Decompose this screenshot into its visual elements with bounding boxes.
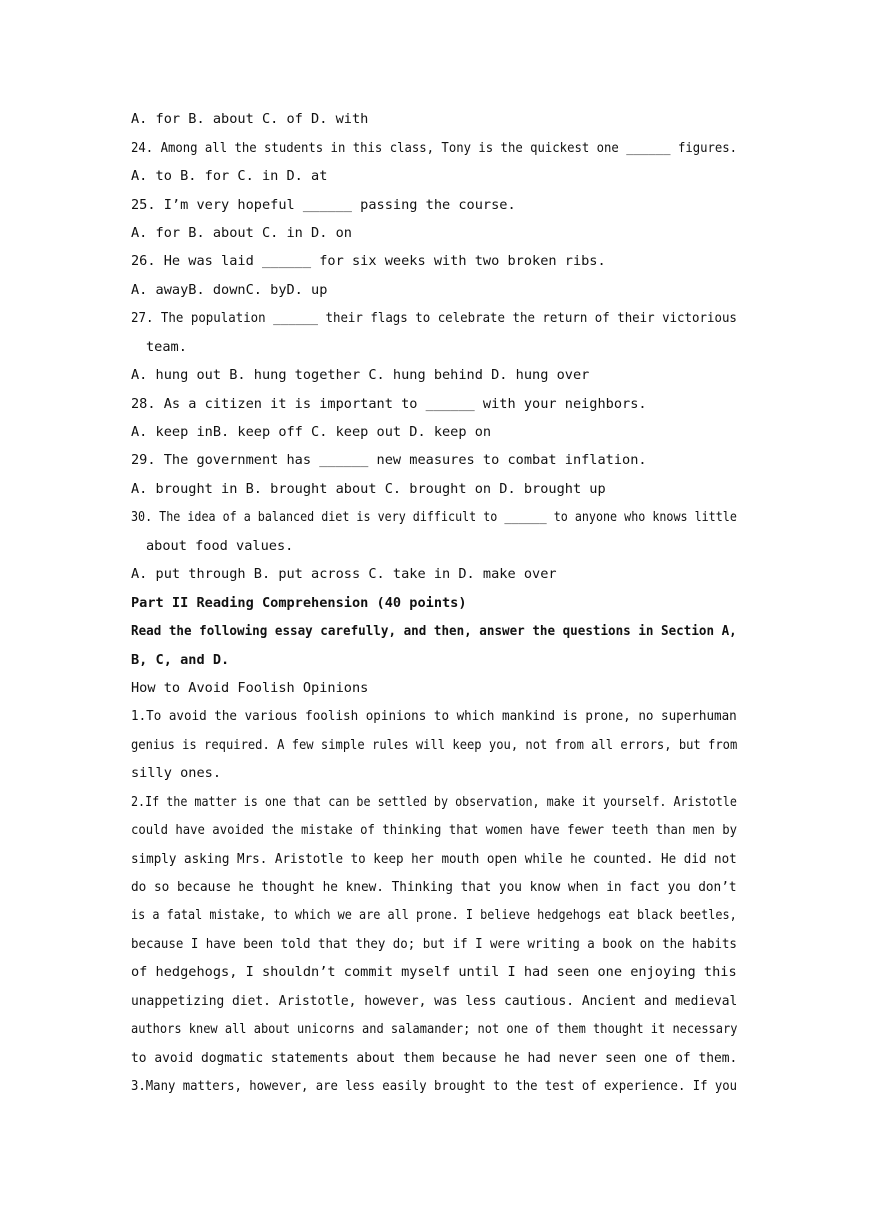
option-line-26: A. awayB. downC. byD. up — [131, 282, 328, 298]
paragraph-2-line: do so because he thought he knew. Thinking that you know when in fact you don’t — [131, 879, 737, 895]
paragraph-1-line: silly ones. — [131, 765, 222, 781]
instructions-continued: B, C, and D. — [131, 652, 230, 668]
option-line-23: A. for B. about C. of D. with — [131, 111, 369, 127]
option-line-30: A. put through B. put across C. take in D. make over — [131, 566, 557, 582]
question-29: 29. The government has ______ new measures to combat inflation. — [131, 452, 647, 468]
question-30-continued: about food values. — [146, 538, 294, 554]
paragraph-3-line: 3.Many matters, however, are less easily brought to the test of experience. If you — [131, 1078, 738, 1094]
paragraph-2-line: unappetizing diet. Aristotle, however, was less cautious. Ancient and medieval — [131, 993, 738, 1009]
option-line-25: A. for B. about C. in D. on — [131, 225, 352, 241]
option-line-27: A. hung out B. hung together C. hung behind D. hung over — [131, 367, 590, 383]
paragraph-2-line: of hedgehogs, I shouldn’t commit myself until I had seen one enjoying this — [131, 964, 737, 980]
section-heading: Part II Reading Comprehension (40 points) — [131, 595, 467, 611]
question-25: 25. I’m very hopeful ______ passing the course. — [131, 197, 516, 213]
question-24: 24. Among all the students in this class, Tony is the quickest one ______ figures. — [131, 140, 738, 156]
paragraph-2-line: authors knew all about unicorns and salamander; not one of them thought it necessary — [131, 1021, 738, 1037]
paragraph-2-line: is a fatal mistake, to which we are all prone. I believe hedgehogs eat black beetles, — [131, 907, 737, 923]
paragraph-2-line: because I have been told that they do; but if I were writing a book on the habits — [131, 936, 737, 952]
paragraph-2-line: simply asking Mrs. Aristotle to keep her mouth open while he counted. He did not — [131, 851, 737, 867]
option-line-24: A. to B. for C. in D. at — [131, 168, 328, 184]
question-27: 27. The population ______ their flags to celebrate the return of their victorious — [131, 310, 737, 326]
option-line-29: A. brought in B. brought about C. brought on D. brought up — [131, 481, 606, 497]
essay-title: How to Avoid Foolish Opinions — [131, 680, 369, 696]
paragraph-2-line: could have avoided the mistake of thinking that women have fewer teeth than men by — [131, 822, 738, 838]
question-30: 30. The idea of a balanced diet is very difficult to ______ to anyone who knows little — [131, 509, 737, 525]
paragraph-1-line: 1.To avoid the various foolish opinions to which mankind is prone, no superhuman — [131, 708, 737, 724]
option-line-28: A. keep inB. keep off C. keep out D. keep on — [131, 424, 492, 440]
paragraph-1-line: genius is required. A few simple rules will keep you, not from all errors, but from — [131, 737, 738, 753]
question-26: 26. He was laid ______ for six weeks with two broken ribs. — [131, 253, 606, 269]
instructions: Read the following essay carefully, and then, answer the questions in Section A, — [131, 623, 737, 639]
question-28: 28. As a citizen it is important to ______ with your neighbors. — [131, 396, 647, 412]
question-27-continued: team. — [146, 339, 187, 355]
paragraph-2-line: to avoid dogmatic statements about them because he had never seen one of them. — [131, 1050, 738, 1066]
paragraph-2-line: 2.If the matter is one that can be settled by observation, make it yourself. Aristotle — [131, 794, 737, 810]
